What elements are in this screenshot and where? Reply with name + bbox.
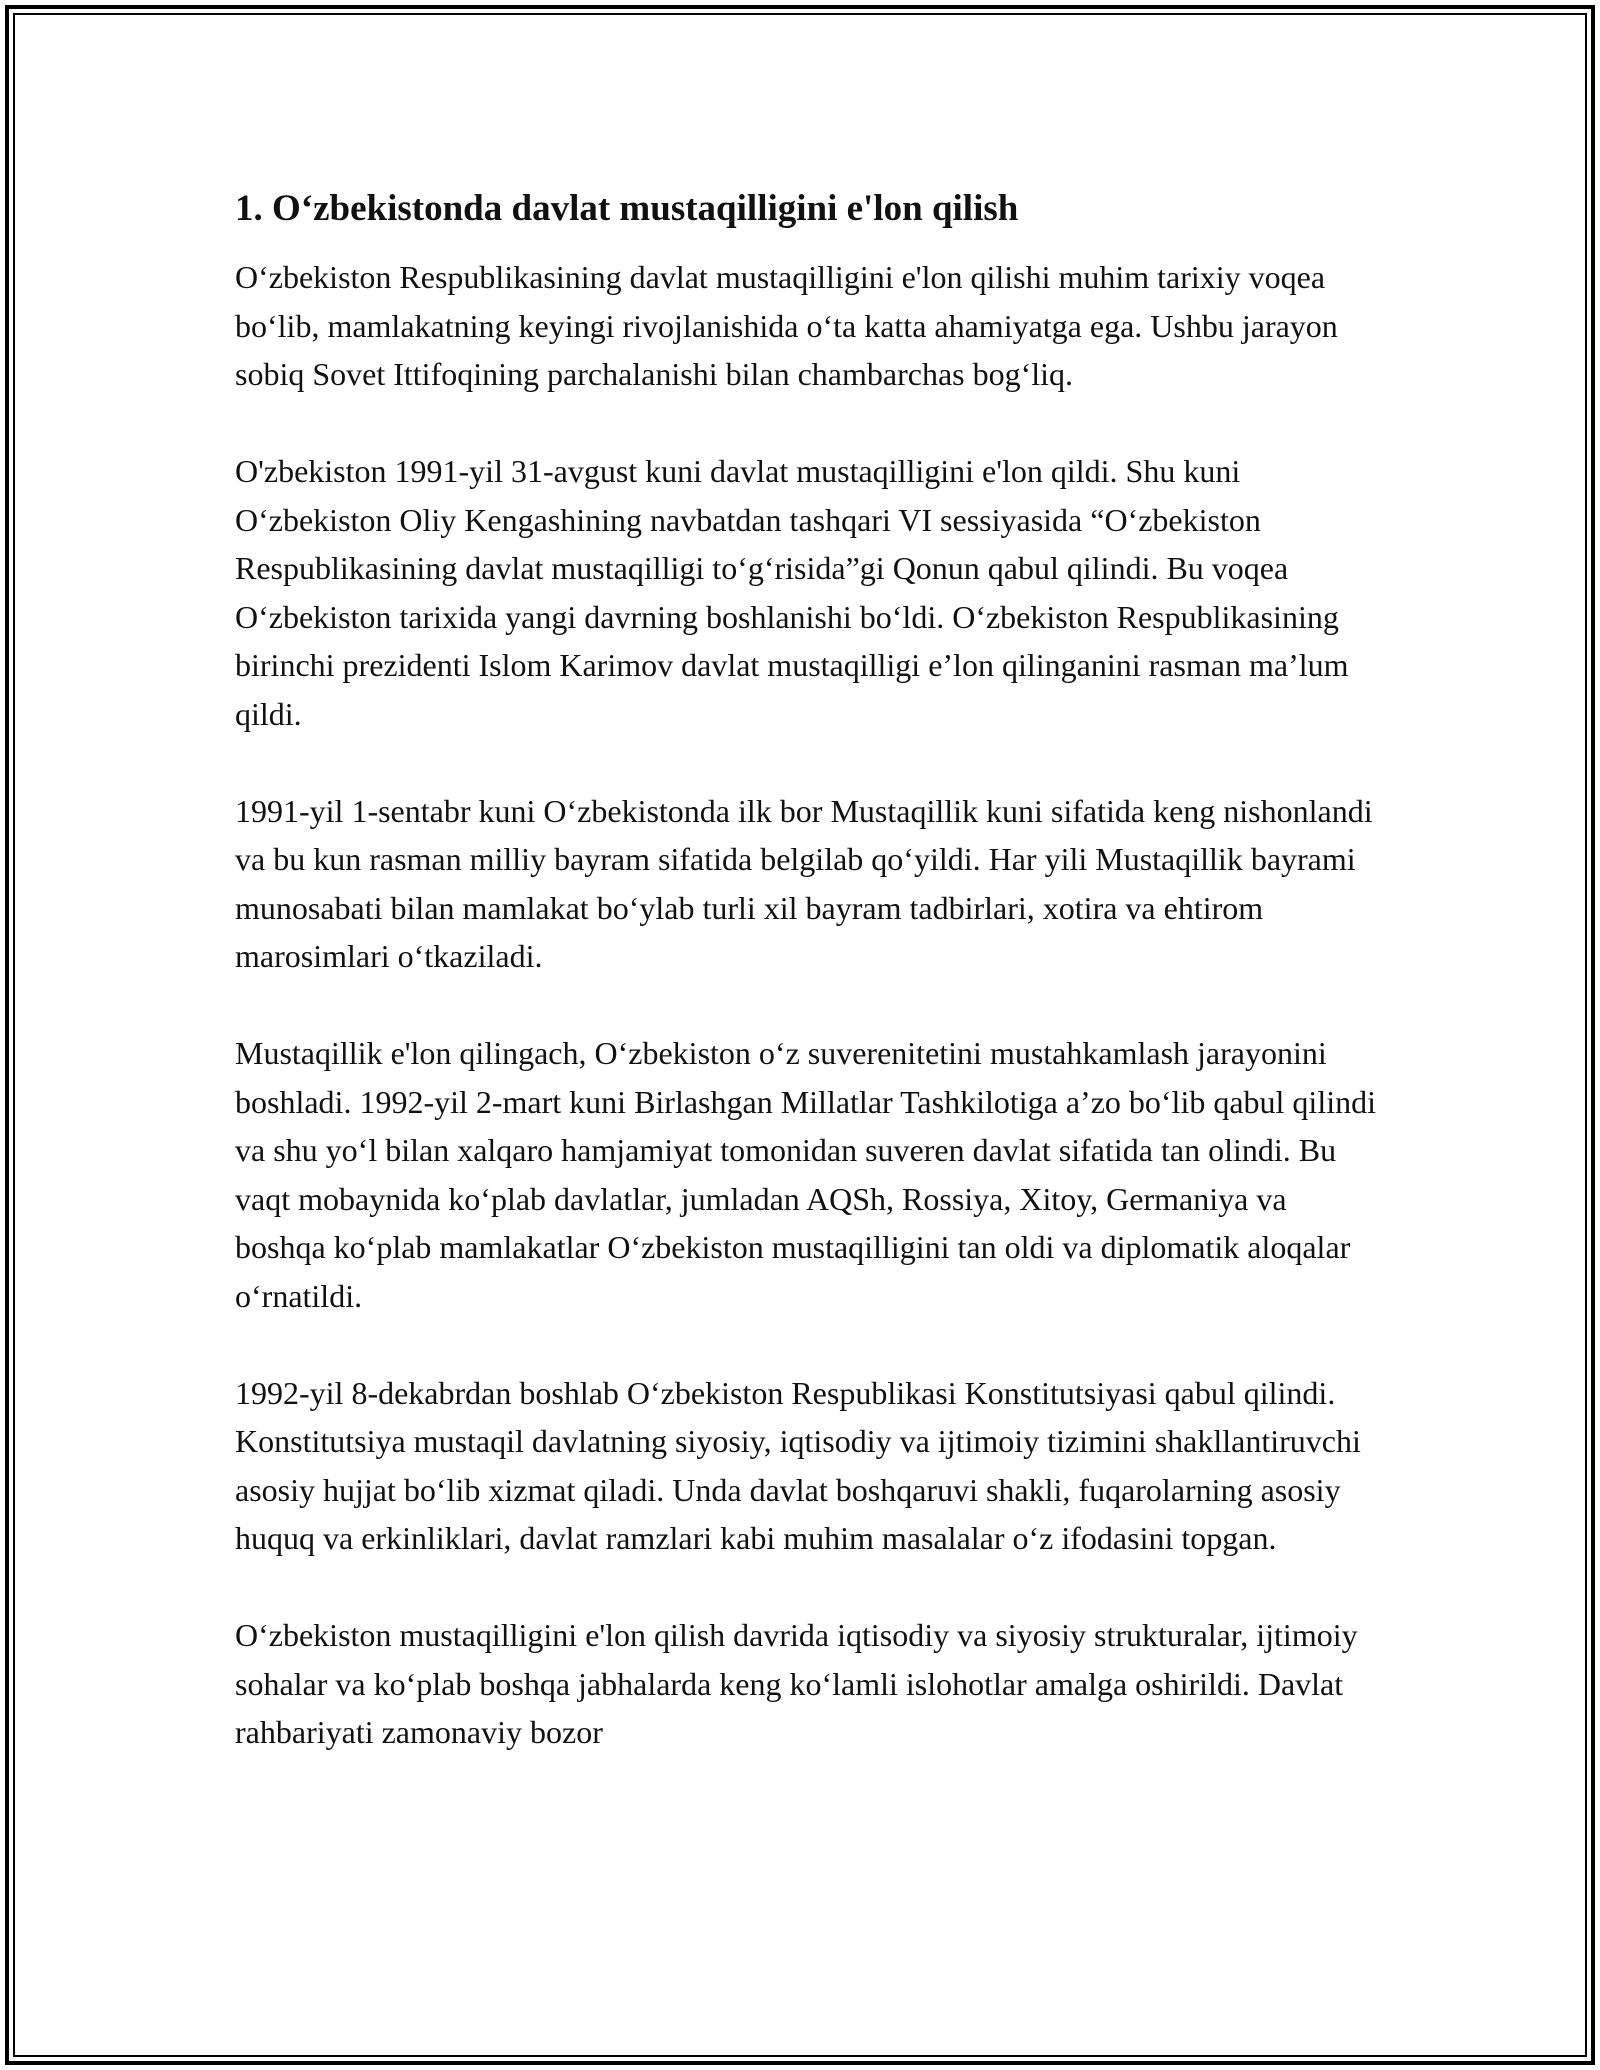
paragraph-recognition: Mustaqillik e'lon qilingach, O‘zbekiston o‘z suverenitetini mustahkamlash jarayonini boshladi. 1992-yil 2-mart kuni Birlashgan Millatlar Tashkilotiga a’zo bo‘lib qabul qilindi va shu yo‘l bilan xalqaro hamjamiyat tomonidan suveren davlat sifatida tan olindi. Bu vaqt mobaynida ko‘plab davlatlar, jumladan AQSh, Rossiya, Xitoy, Germaniya va boshqa ko‘plab mamlakatlar O‘zbekiston mustaqilligini tan oldi va diplomatik aloqalar o‘rnatildi. xyxy=(235,1035,1376,1314)
paragraph-intro: O‘zbekiston Respublikasining davlat mustaqilligini e'lon qilishi muhim tarixiy voqea bo‘lib, mamlakatning keyingi rivojlanishida o‘ta katta ahamiyatga ega. Ushbu jarayon sobiq Sovet Ittifoqining parchalanishi bilan chambarchas bog‘liq. xyxy=(235,259,1338,392)
paragraph-independence-day: 1991-yil 1-sentabr kuni O‘zbekistonda ilk bor Mustaqillik kuni sifatida keng nishonlandi va bu kun rasman milliy bayram sifatida belgilab qo‘yildi. Har yili Mustaqillik bayrami munosabati bilan mamlakat bo‘ylab turli xil bayram tadbirlari, xotira va ehtirom marosimlari o‘tkaziladi. xyxy=(235,792,1373,974)
document-title: 1. O‘zbekistonda davlat mustaqilligini e'lon qilish xyxy=(235,188,1019,229)
paragraph-constitution: 1992-yil 8-dekabrdan boshlab O‘zbekiston Respublikasi Konstitutsiyasi qabul qilindi. Konstitutsiya mustaqil davlatning siyosiy, iqtisodiy va ijtimoiy tizimini shakllantiruvchi asosiy hujjat bo‘lib xizmat qiladi. Unda davlat boshqaruvi shakli, fuqarolarning asosiy huquq va erkinliklari, davlat ramzlari kabi muhim masalalar o‘z ifodasini topgan. xyxy=(235,1374,1361,1556)
document-body xyxy=(235,185,1380,1805)
paragraph-reforms: O‘zbekiston mustaqilligini e'lon qilish davrida iqtisodiy va siyosiy strukturalar, ijtimoiy sohalar va ko‘plab boshqa jabhalarda keng ko‘lamli islohotlar amalga oshirildi. Davlat rahbariyati zamonaviy bozor xyxy=(235,1617,1358,1750)
paragraph-declaration: O'zbekiston 1991-yil 31-avgust kuni davlat mustaqilligini e'lon qildi. Shu kuni O‘zbekiston Oliy Kengashining navbatdan tashqari VI sessiyasida “O‘zbekiston Respublikasining davlat mustaqilligi to‘g‘risida”gi Qonun qabul qilindi. Bu voqea O‘zbekiston tarixida yangi davrning boshlanishi bo‘ldi. O‘zbekiston Respublikasining birinchi prezidenti Islom Karimov davlat mustaqilligi e’lon qilinganini rasman ma’lum qildi. xyxy=(235,453,1349,732)
